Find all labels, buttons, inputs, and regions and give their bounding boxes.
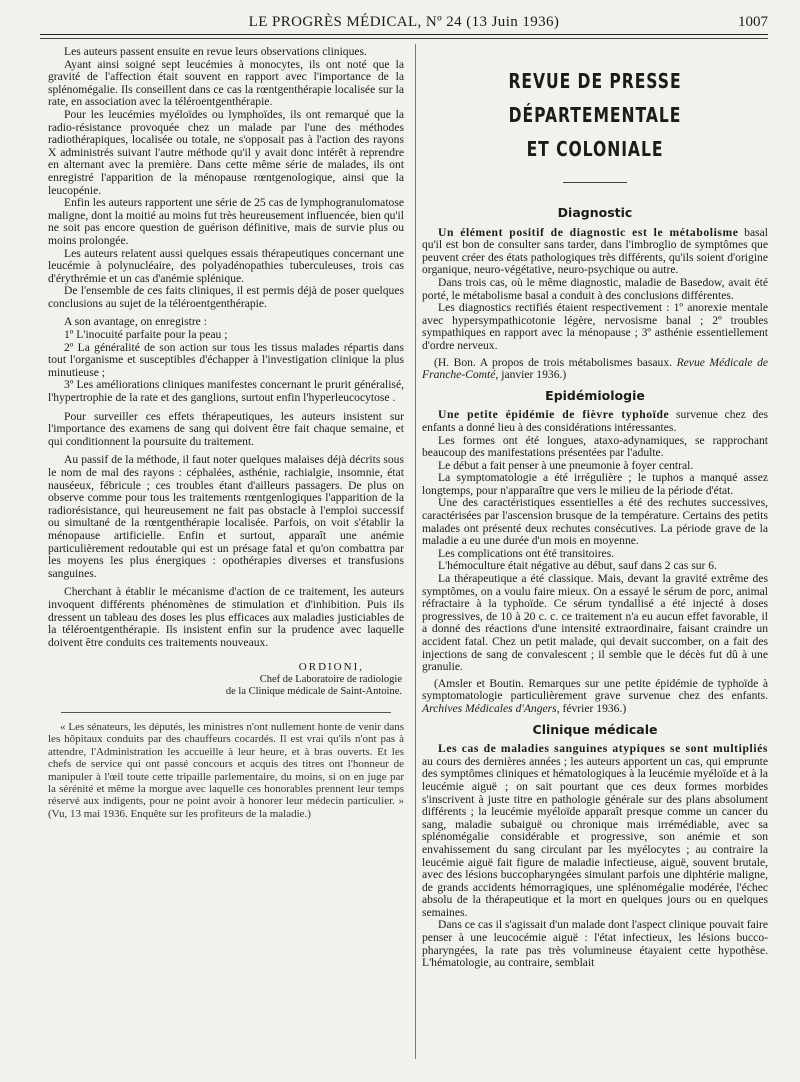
- footnote-rule: [61, 712, 391, 713]
- paragraph: Dans ce cas il s'agissait d'un malade dont l'aspect clinique pouvait faire penser à une leucocémie aiguë : l'état infectieux, les lésions bucco-pharyngées, la rate pas très volumineuse étayaient cette hypothèse. L'hématologie, au contraire, semblait: [422, 918, 768, 970]
- paragraph: La thérapeutique a été classique. Mais, devant la gravité extrême des symptômes, on a voulu faire mieux. On a essayé le sérum de porc, animal réfractaire à la typhoïde. Ce sérum tyndallisé a été injecté à doses progressives, de 10 à 20 c. c. ce traitement n'a eu aucun effet favorable, il a donné des réactions d'une intensité extraordinaire, faisant craindre un accident fatal. Chez un petit malade, qui devait succomber, on a fait des injections de sang de convalescent ; il semble que le décès fut dû à une granulie.: [422, 572, 768, 674]
- lead-phrase: Les cas de maladies sanguines atypiques se sont multipliés: [438, 742, 768, 756]
- advantage-item: 1º L'inocuité parfaite pour la peau ;: [64, 328, 228, 342]
- section-heading-diagnostic: Diagnostic: [557, 205, 633, 220]
- section-heading-epidemiologie: Epidémiologie: [545, 387, 645, 403]
- header-rule: [40, 34, 768, 35]
- author-affiliation: Chef de Laboratoire de radiologie: [259, 673, 402, 685]
- advantage-item: 2º La généralité de son action sur tous les tissus malades répartis dans tout l'organisme et susceptibles d'échapper à l'investigation clinique la plus minutieuse ;: [48, 340, 404, 379]
- paragraph: Enfin les auteurs rapportent une série de 25 cas de lymphogranulomatose maligne, dont la moitié au moins fut très heureusement influencée, bien qu'il ne soit pas encore question de guérison définitive, mais de survie plus ou moins prolongée.: [48, 196, 404, 247]
- paragraph: Les complications ont été transitoires.: [438, 546, 615, 560]
- paragraph-text: au cours des dernières années ; les auteurs apportent un cas, qui emprunte des symptômes cliniques et hématologiques à la leucémie myéloïde et à la leucémie aiguë ; on sait pourtant que ces deux formes morbides s'inscrivent à juste titre en pathologie générale sur des plans absolument différents ; la leucémie myéloïde apparaît presque comme un cancer du sang, maladie subaiguë ou chronique mais irrémédiable, avec sa splénomégalie considérable et progressive, son anémie et son envahissement du sang circulant par les myélocytes ; au contraire la leucémie aiguë fait figure de maladie infectieuse, aiguë, souvent brutale, avec des lésions buccopharyngées simulant parfois une diphtérie maligne, de grands accidents hémorragiques, une splénomégalie modérée, l'échec absolu de la thérapeutique et la mort en quelques jours ou en quelques semaines.: [422, 754, 768, 919]
- paragraph-text: basal qu'il est bon de consulter sans tarder, dans l'imbroglio de symptômes que peuvent créer des états pathologiques très différents, qu'ils soient d'origine organique, neuro-végétative, neuro-psychique ou autre.: [422, 225, 768, 277]
- reference-text: (H. Bon. A propos de trois métabolismes basaux.: [434, 355, 673, 369]
- author-affiliation: de la Clinique médicale de Saint-Antoine.: [225, 685, 402, 697]
- reference-journal: Revue Médicale de Franche-Comté,: [422, 355, 769, 382]
- rubric-title-line: REVUE DE PRESSE DÉPARTEMENTALE: [508, 69, 682, 127]
- paragraph: [422, 743, 768, 919]
- paragraph: Les formes ont été longues, ataxo-adynamiques, se rapprochant beaucoup des manifestations présentées par l'adulte.: [422, 433, 768, 460]
- journal-title: LE PROGRÈS MÉDICAL, Nº 24 (13 Juin 1936): [248, 14, 560, 30]
- paragraph: Au passif de la méthode, il faut noter quelques malaises déjà décrits sous le nom de mal des rayons : céphalées, asthénie, rachialgie, insomnie, état nauséeux, fébricule ; ces troubles étant d'ailleurs passagers. De plus on observe comme pour tous les traitements rœntgenlogiques l'apparition de la radiorésistance, qui heureusement ne fait pas obstacle à l'emploi successif ou simultané de la rœntgenthérapie localisée. Parfois, on voit s'établir la ménopause artificielle. Enfin et surtout, apparaît une anémie particulièrement redoutable qui est un présage fatal et qu'on combattra par les moyens les plus énergiques : opothérapies diverses et transfusions sanguines.: [48, 453, 404, 580]
- paragraph-text: survenue chez des enfants a donné lieu à des considérations intéressantes.: [422, 408, 768, 434]
- bibliographic-reference: [422, 357, 768, 382]
- reference-date: janvier 1936.): [501, 368, 567, 382]
- column-divider: [415, 44, 416, 1059]
- advantage-item: 3º Les améliorations cliniques manifestes concernant le prurit généralisé, l'hypertrophie de la rate et des ganglions, surtout enfin l'hyperleucocytose .: [48, 378, 404, 405]
- lead-phrase: Une petite épidémie de fièvre typhoïde: [438, 408, 670, 422]
- paragraph: Les auteurs passent ensuite en revue leurs observations cliniques.: [64, 45, 367, 58]
- bibliographic-reference: [422, 678, 768, 716]
- paragraph: Pour les leucémies myéloïdes ou lymphoïdes, ils ont remarqué que la radio-résistance provoquée chez un malade par l'une des méthodes radiothérapiques, localisée ou totale, ne s'opposait pas à l'action des rayons X administrés suivant l'autre méthode qu'il y avait donc intérêt à reprendre en alternant avec la première. Dans cette même série de malades, ils ont enregistré l'apparition de la ménopause rœntgenologique, ainsi que la leucopénie.: [48, 107, 404, 197]
- paragraph: L'hémoculture était négative au début, sauf dans 2 cas sur 6.: [438, 559, 717, 573]
- advantages-intro: A son avantage, on enregistre :: [64, 315, 207, 329]
- paragraph: [422, 227, 768, 277]
- reference-text: (Amsler et Boutin. Remarques sur une petite épidémie de typhoïde à symptomatologie particulièrement grave survenue chez des enfants.: [422, 676, 768, 703]
- header-rule-thin: [40, 38, 768, 39]
- page-number: 1007: [738, 14, 768, 30]
- running-head: [40, 10, 768, 32]
- reference-journal: Archives Médicales d'Angers,: [422, 701, 560, 715]
- paragraph: Ayant ainsi soigné sept leucémies à monocytes, ils ont noté que la gravité de l'affection était souvent en rapport avec l'importance de la splénomégalie. Ils conseillent dans ce cas la rœntgenthérapie localisée sur la rate, en association avec la téléroentgenthérapie.: [48, 57, 404, 109]
- rubric-title-line: ET COLONIALE: [526, 137, 664, 161]
- rubric-rule: [563, 182, 627, 183]
- reference-date: février 1936.): [562, 701, 627, 715]
- paragraph: De l'ensemble de ces faits cliniques, il est permis déjà de poser quelques conclusions au sujet de la téléroentgenthérapie.: [48, 284, 404, 310]
- paragraph: Les auteurs relatent aussi quelques essais thérapeutiques concernant une leucémie à polynucléaire, des polyadénopathies tuberculeuses, trois cas d'érythrémie et un cas d'anémie splénique.: [48, 246, 404, 285]
- paragraph: [422, 409, 768, 434]
- paragraph: Le début a fait penser à une pneumonie à foyer central.: [438, 458, 694, 472]
- left-column: [48, 46, 404, 820]
- paragraph: Dans trois cas, où le même diagnostic, maladie de Basedow, avait été porté, le métabolisme basal a conduit à des conclusions différentes.: [422, 275, 768, 302]
- section-heading-clinique: Clinique médicale: [532, 721, 658, 737]
- paragraph: Cherchant à établir le mécanisme d'action de ce traitement, les auteurs invoquent différents phénomènes de stimulation et d'inhibition. Puis ils dressent un tableau des doses les plus efficaces aux maladies justiciables de la téléroentgenthérapie. Ils insistent enfin sur la prudence avec laquelle doivent être conduits ces traitements nouveaux.: [48, 585, 404, 649]
- paragraph: Une des caractéristiques essentielles a été des rechutes successives, caractérisées par l'ascension brusque de la température. Certains des petits malades ont présenté deux rechutes consécutives. La période grave de la maladie a eu une durée d'un mois en moyenne.: [422, 496, 768, 548]
- rubric-title: [460, 64, 730, 166]
- right-column: [422, 46, 768, 970]
- author-signature: ORDIONI,: [298, 661, 364, 674]
- paragraph: Les diagnostics rectifiés étaient respectivement : 1º anorexie mentale avec hypersympathicotonie légère, nervosisme banal ; 2º troubles sympathiques en rapport avec la ménopause ; 3º asthénie essentiellement d'ordre nerveux.: [422, 301, 768, 352]
- paragraph: La symptomatologie a été irrégulière ; le tuphos a manqué assez longtemps, pour n'apparaître que vers le milieu de la période d'état.: [422, 471, 768, 497]
- lead-phrase: Un élément positif de diagnostic est le métabolisme: [438, 225, 739, 239]
- paragraph: Pour surveiller ces effets thérapeutiques, les auteurs insistent sur l'importance des examens de sang qui doivent être fait chaque semaine, et qui conditionnent la poursuite du traitement.: [48, 409, 404, 448]
- footnote-quote: « Les sénateurs, les députés, les ministres n'ont nullement honte de venir dans les hôpitaux conduits par des chauffeurs cocardés. Il est vrai qu'ils n'ont pas à attendre, l'Administration les accueille à leur heure, et à bras ouverts. Et les chefs de service qui ont passé concours et acquis des titres ont l'honneur de manipuler à l'œil toute cette tripaille parlementaire, du moins, si on en juge par la sérénité et même la morgue avec laquelle ces honorables prennent leur temps réservé aux indigents, pour ne point avoir à honorer leur médecin particulier. » (Vu, 13 mai 1936. Enquête sur les profiteurs de la maladie.): [48, 720, 404, 820]
